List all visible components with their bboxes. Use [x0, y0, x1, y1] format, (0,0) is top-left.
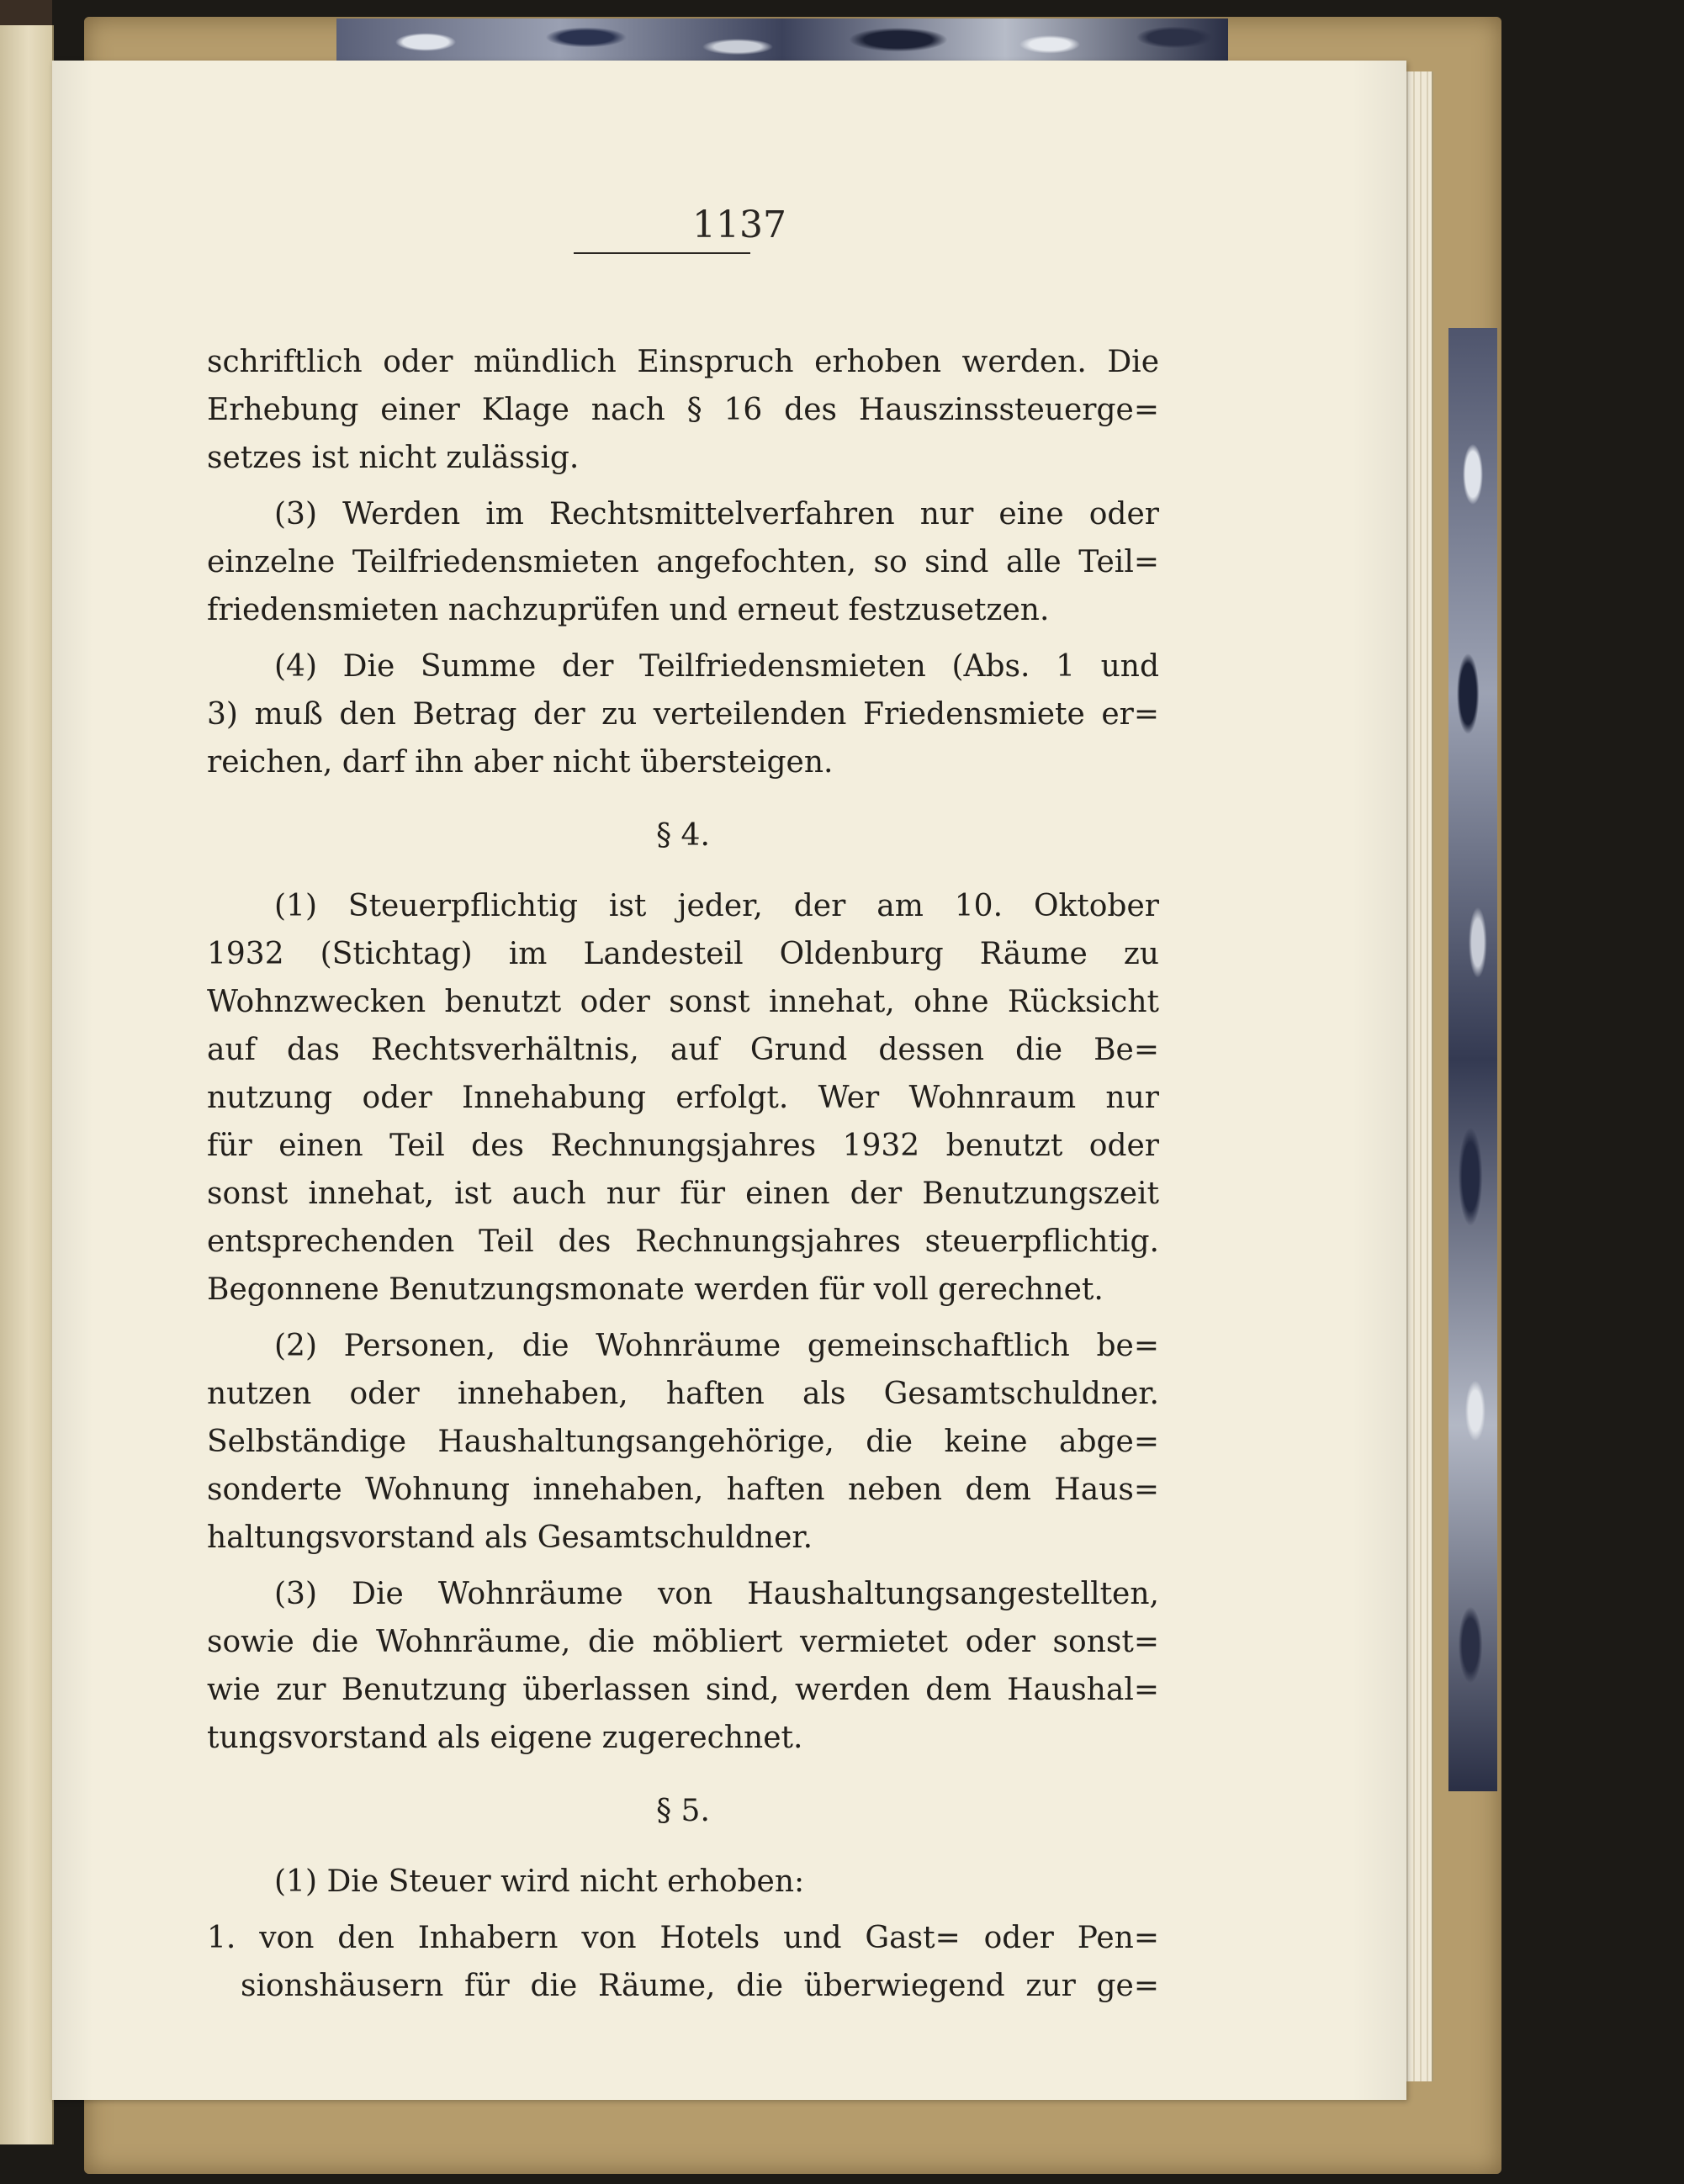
page-number: 1137	[692, 204, 786, 246]
text-line: 3) muß den Betrag der zu verteilenden Friedensmiete er=	[207, 697, 1159, 732]
marbled-endpaper-top	[336, 19, 1228, 66]
text-line: (4) Die Summe der Teilfriedensmieten (Abs. 1 und	[274, 649, 1159, 684]
text-line: wie zur Benutzung überlassen sind, werden dem Haushal=	[207, 1673, 1159, 1707]
text-line: Wohnzwecken benutzt oder sonst innehat, ohne Rücksicht	[207, 985, 1159, 1019]
text-line: für einen Teil des Rechnungsjahres 1932 benutzt oder	[207, 1129, 1159, 1163]
list-item-line: 1. von den Inhabern von Hotels und Gast= oder Pen=	[207, 1921, 1159, 1955]
text-line: (3) Werden im Rechtsmittelverfahren nur eine oder	[274, 497, 1159, 531]
section-heading: § 5.	[656, 1794, 710, 1828]
body-text	[207, 338, 1159, 2010]
text-line: haltungsvorstand als Gesamtschuldner.	[207, 1520, 813, 1555]
previous-page-edge	[0, 25, 54, 2144]
page-number-rule	[574, 252, 750, 254]
text-line: Erhebung einer Klage nach § 16 des Hauszinssteuerge=	[207, 393, 1159, 427]
text-line: Selbständige Haushaltungsangehörige, die keine abge=	[207, 1425, 1159, 1459]
text-line: (3) Die Wohnräume von Haushaltungsangestellten,	[274, 1577, 1159, 1611]
text-line: auf das Rechtsverhältnis, auf Grund dessen die Be=	[207, 1033, 1159, 1067]
text-line: sowie die Wohnräume, die möbliert vermietet oder sonst=	[207, 1625, 1159, 1659]
text-line: sonst innehat, ist auch nur für einen der Benutzungszeit	[207, 1177, 1159, 1211]
text-line: setzes ist nicht zulässig.	[207, 441, 580, 475]
text-line: einzelne Teilfriedensmieten angefochten, so sind alle Teil=	[207, 545, 1159, 579]
text-line: (1) Steuerpflichtig ist jeder, der am 10. Oktober	[274, 889, 1159, 923]
text-line: friedensmieten nachzuprüfen und erneut festzusetzen.	[207, 593, 1050, 627]
text-line: (2) Personen, die Wohnräume gemeinschaftlich be=	[274, 1329, 1159, 1363]
binding-strip	[0, 0, 52, 25]
text-line: (1) Die Steuer wird nicht erhoben:	[274, 1864, 805, 1899]
text-line: entsprechenden Teil des Rechnungsjahres steuerpflichtig.	[207, 1224, 1159, 1259]
text-line: tungsvorstand als eigene zugerechnet.	[207, 1721, 803, 1755]
text-line: nutzung oder Innehabung erfolgt. Wer Wohnraum nur	[207, 1081, 1159, 1115]
text-line: schriftlich oder mündlich Einspruch erhoben werden. Die	[207, 345, 1159, 379]
text-line: reichen, darf ihn aber nicht übersteigen.	[207, 745, 834, 780]
book-page	[52, 61, 1406, 2100]
list-item-line: sionshäusern für die Räume, die überwiegend zur ge=	[241, 1969, 1159, 2003]
section-heading: § 4.	[656, 818, 710, 853]
text-line: nutzen oder innehaben, haften als Gesamtschuldner.	[207, 1377, 1159, 1411]
text-line: sonderte Wohnung innehaben, haften neben dem Haus=	[207, 1473, 1159, 1507]
text-line: Begonnene Benutzungsmonate werden für voll gerechnet.	[207, 1272, 1104, 1307]
text-line: 1932 (Stichtag) im Landesteil Oldenburg Räume zu	[207, 937, 1159, 971]
marbled-endpaper-right	[1448, 328, 1497, 1791]
